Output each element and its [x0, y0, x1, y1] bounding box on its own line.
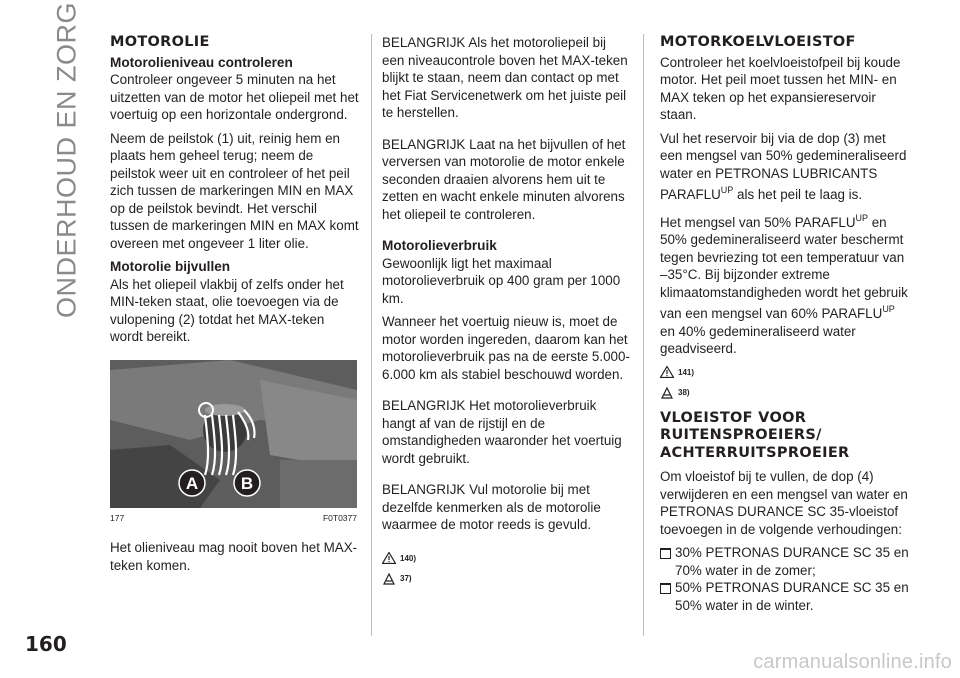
note-ref-number: 37) [400, 574, 412, 583]
callout-b: B [240, 473, 254, 493]
note-icon [660, 387, 674, 399]
watermark: carmanualsonline.info [753, 651, 952, 673]
list-item: 30% PETRONAS DURANCE SC 35 en 70% water in de zomer; [660, 544, 910, 579]
subheading-oil-consumption: Motorolieverbruik [382, 238, 497, 253]
paragraph: BELANGRIJK Laat na het bijvullen of het verversen van motorolie de motor enkele seconden draaien alvorens hem uit te zetten en wacht enkele minuten alvorens het oliepeil te controleren. [382, 136, 626, 222]
paragraph: BELANGRIJK Als het motoroliepeil bij een niveaucontrole boven het MAX-teken blijkt te staan, neem dan contact op met het Fiat Servicenetwerk om het juiste peil te herstellen. [382, 35, 628, 120]
paragraph: Het mengsel van 50% $PARAFLU^{UP}$ en 50% gedemineraliseerd water beschermt tegen bevriezing tot een temperatuur van –35°C. Bij bijzonder extreme klimaatomstandigheden wordt het gebruik van een mengsel van 60% $PARAFLU^{UP}$ en 40% gedemineraliseerd water geadviseerd. [660, 212, 908, 356]
paragraph: Om vloeistof bij te vullen, de dop (4) verwijderen en een mengsel van water en PETRONAS DURANCE SC 35-vloeistof toevoegen in de volgende verhoudingen: [660, 469, 908, 537]
engine-figure [110, 360, 357, 508]
figure-caption [110, 510, 357, 528]
paragraph: BELANGRIJK Het motorolieverbruik hangt af van de rijstijl en de omstandigheden waaronder het voertuig wordt gebruikt. [382, 398, 622, 466]
note-ref-number: 38) [678, 388, 690, 397]
callout-a: A [185, 473, 199, 493]
engine-illustration [110, 360, 357, 508]
paragraph: Vul het reservoir bij via de dop (3) met een mengsel van 50% gedemineraliseerd water en PETRONAS LUBRICANTS $PARAFLU^{UP}$ als het peil te laag is. [660, 130, 907, 202]
paragraph: Wanneer het voertuig nieuw is, moet de motor worden ingereden, daarom kan het motorolieverbruik pas na de eerste 5.000-6.000 km als stabiel beschouwd worden. [382, 314, 630, 382]
warning-ref [382, 550, 632, 568]
warning-ref-number: 140) [400, 553, 417, 563]
section-tab [51, 1, 82, 319]
page-number: 160 [25, 632, 67, 656]
column-3 [660, 34, 910, 614]
heading-coolant: MOTORKOELVLOEISTOF [660, 34, 856, 50]
heading-washer-fluid: VLOEISTOF VOOR RUITENSPROEIERS/ ACHTERRUITSPROEIER [660, 409, 850, 461]
warning-ref-number: 141) [678, 367, 695, 377]
figure-number: 177 [110, 512, 125, 523]
paragraph: Controleer ongeveer 5 minuten na het uitzetten van de motor het oliepeil met het voertuig op een horizontale ondergrond. [110, 72, 359, 122]
paragraph: Controleer het koelvloeistofpeil bij koude motor. Het peil moet tussen het MIN- en MAX teken op het expansiereservoir staan. [660, 54, 901, 122]
paragraph: Het olieniveau mag nooit boven het MAX-teken komen. [110, 540, 358, 573]
subheading-oil-refill: Motorolie bijvullen [110, 259, 231, 274]
figure-code: F0T0377 [322, 512, 357, 523]
heading-motorolie: MOTOROLIE [110, 34, 210, 50]
column-1 [110, 34, 360, 580]
column-2 [382, 34, 632, 591]
warning-ref [660, 364, 910, 382]
note-ref [382, 570, 632, 588]
paragraph: Gewoonlijk ligt het maximaal motorolieverbruik op 400 gram per 1000 km. [382, 255, 621, 306]
section-tab-label: ONDERHOUD EN ZORG [51, 1, 82, 319]
paragraph: BELANGRIJK Vul motorolie bij met dezelfde kenmerken als de motorolie waarmee de motor reeds is gevuld. [382, 482, 601, 532]
paragraph: Als het oliepeil vlakbij of zelfs onder het MIN-teken staat, olie toevoegen via de vulopening (2) totdat het MAX-teken wordt bereikt. [110, 276, 344, 344]
list-item: 50% PETRONAS DURANCE SC 35 en 50% water in de winter. [660, 579, 910, 614]
column-divider [371, 34, 372, 636]
bullet-icon [660, 583, 671, 594]
note-icon [382, 573, 396, 585]
warning-triangle-icon [382, 552, 396, 564]
column-divider [643, 34, 644, 636]
bullet-icon [660, 548, 671, 559]
note-ref [660, 384, 910, 402]
warning-triangle-icon [660, 366, 674, 378]
subheading-oil-level: Motorolieniveau controleren [110, 54, 293, 70]
paragraph: Neem de peilstok (1) uit, reinig hem en plaats hem geheel terug; neem de peilstok weer uit en controleer of het peil zich tussen de markeringen MIN en MAX op de peilstok bevindt. Het verschil tussen de markeringen MIN en MAX komt overeen met ongeveer 1 liter olie. [110, 130, 359, 251]
